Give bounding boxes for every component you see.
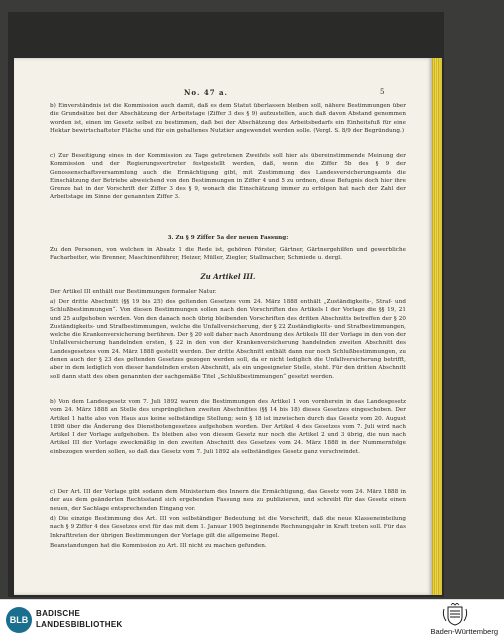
paragraph-cc: c) Der Art. III der Vorlage gibt sodann dem Ministerium des Innern die Ermächtigung, das Gesetz vom 24. März 1888 in der aus dem geänderten Rechtsstand sich ergebenden Fassung neu zu publizieren, und schreibt für das Gesetz einen neuen, der Sachlage entsprechenden Eingang vor.: [50, 489, 406, 512]
paragraph-conclusion: Beanstandungen hat die Kommission zu Art. III nicht zu machen gefunden.: [50, 543, 267, 549]
footer-bar: [0, 599, 504, 640]
blb-logo-icon[interactable]: BLB: [6, 607, 32, 633]
paragraph-d: d) Die einzige Bestimmung des Art. III von selbständiger Bedeutung ist die Vorschrift, daß die neue Klasseneinteilung nach § 9 Ziffer 4 des Gesetzes erst für das mit dem 1. Januar 1905 beginnende Rechnungsjahr in Kraft treten soll. Für das Inkrafttreten der übrigen Bestimmungen der Vorlage gilt die allgemeine Regel.: [50, 516, 406, 539]
document-page: [14, 58, 432, 595]
subsection-heading: 3. Zu § 9 Ziffer 5a der neuen Fassung:: [167, 235, 289, 241]
state-name: Baden-Württemberg: [430, 627, 498, 636]
paragraph-3: Zu den Personen, von welchen in Absatz 1 die Rede ist, gehören Förster, Gärtner, Gärtnergehilfen und gewerbliche Facharbeiter, wie Brenner, Maschinenführer, Heizer, Müller, Ziegler, Stallmacher, Schmiede u. dergl.: [50, 247, 406, 262]
library-name-line1: BADISCHE: [36, 609, 81, 618]
page-header-pagenum: 5: [380, 88, 385, 96]
library-name-line2: LANDESBIBLIOTHEK: [36, 620, 123, 629]
paragraph-b: b) Einverständnis ist die Kommission auch damit, daß es dem Statut überlassen bleiben soll, nähere Bestimmungen über die Grundsätze bei der Abschätzung der Arbeitstage (Ziffer 3 des § 9) aufzustellen, auch daß davon Abstand genommen worden ist, einen im Gesetz selbst zu bestimmen, daß bei der Abschätzung des Arbeitsbedarfs ein Einheitsfuß für eine Hektar bewirtschafteter Fläche und für ein gehaltenes Nutztier angewendet werden solle. (Vergl. S. 8/9 der Begründung.): [50, 103, 406, 134]
paragraph-intro: Der Artikel III enthält nur Bestimmungen formaler Natur.: [50, 289, 217, 295]
baden-wuerttemberg-crest-icon[interactable]: [440, 603, 470, 627]
section-heading: Zu Artikel III.: [200, 272, 256, 281]
paragraph-c: c) Zur Beseitigung eines in der Kommission zu Tage getretenen Zweifels soll hier als übereinstimmende Meinung der Kommission und der Regierungsvertreter festgestellt werden, daß, wenn die Ziffer 5b des § 9 der Genossenschaftsversammlung auch die Ermächtigung gibt, mit Zustimmung des Landesversicherungsamts die Einschätzung der Betriebe abweichend von den Bestimmungen in Ziffer 4 und 5 zu ordnen, diese Befugnis doch hier ihre Grenze hat in der Vorschrift der Ziffer 3 des § 9, wonach die Einschätzung immer zu erfolgen hat nach der Zahl der Arbeitstage im Sinne der genannten Ziffer 3.: [50, 153, 406, 201]
paragraph-bb: b) Von dem Landesgesetz vom 7. Juli 1892 waren die Bestimmungen des Artikel 1 von vornherein in das Landesgesetz vom 24. März 1888 an Stelle des ursprünglichen zweiten Abschnittes (§§ 14 bis 18) dieses Gesetzes eingeschoben. Der Artikel 1 hatte also von Haus aus keine selbständige Stellung; sein § 18 ist inzwischen durch das Gesetz vom 20. August 1898 über die Änderung des Dienstbotengesetzes aufgehoben worden. Der Artikel 4 des Gesetzes vom 7. Juli wird nach Artikel I der Vorlage aufgehoben. Es bleiben also von diesem Gesetz nur noch die Artikel 2 und 3 übrig, die nun nach Artikel III der Vorlage zweckmäßig in den zweiten Abschnitt des Gesetzes vom 24. März 1888 in der Nummernfolge einbezogen werden sollen, so daß das Gesetz vom 7. Juli 1892 als selbständiges Gesetz ganz verschwindet.: [50, 399, 406, 455]
page-header-number: No. 47 a.: [184, 88, 228, 97]
paragraph-a: a) Der dritte Abschnitt (§§ 19 bis 25) des geltenden Gesetzes vom 24. März 1888 enthält „Zuständigkeits-, Straf- und Schlußbestimmungen“. Von diesen Bestimmungen sollen nach den Vorschriften des Artikels I der Vorlage die §§ 19, 21 und 25 aufgehoben werden. Von den danach noch übrig bleibenden Vorschriften des dritten Abschnitts betreffen der § 20 Zuständigkeits- und Strafbestimmungen, welche die Unfallversicherung, der § 22 Zuständigkeits- und Strafbestimmungen, welche die Krankenversicherung berühren. Der § 20 soll daher nach Anordnung des Artikels III der Vorlage in den von der Unfallversicherung handelnden ersten, § 22 in den von der Krankenversicherung handelnden zweiten Abschnitt des Landesgesetzes vom 24. März 1888 gestellt werden. Der dritte Abschnitt enthält dann nur noch Schlußbestimmungen, zu denen auch der § 23 des geltenden Gesetzes gezogen werden soll, da er nicht lediglich die Unfallversicherung betrifft, aber in dem lediglich von dieser handelnden ersten Abschnitt, als ein ungeeigneter Stelle, steht. Für den dritten Abschnitt soll dann statt des oben genannten der sachgemäße Titel „Schlußbestimmungen“ gesetzt werden.: [50, 299, 406, 380]
library-name[interactable]: [36, 608, 123, 630]
book-edge-pages: [432, 58, 440, 595]
